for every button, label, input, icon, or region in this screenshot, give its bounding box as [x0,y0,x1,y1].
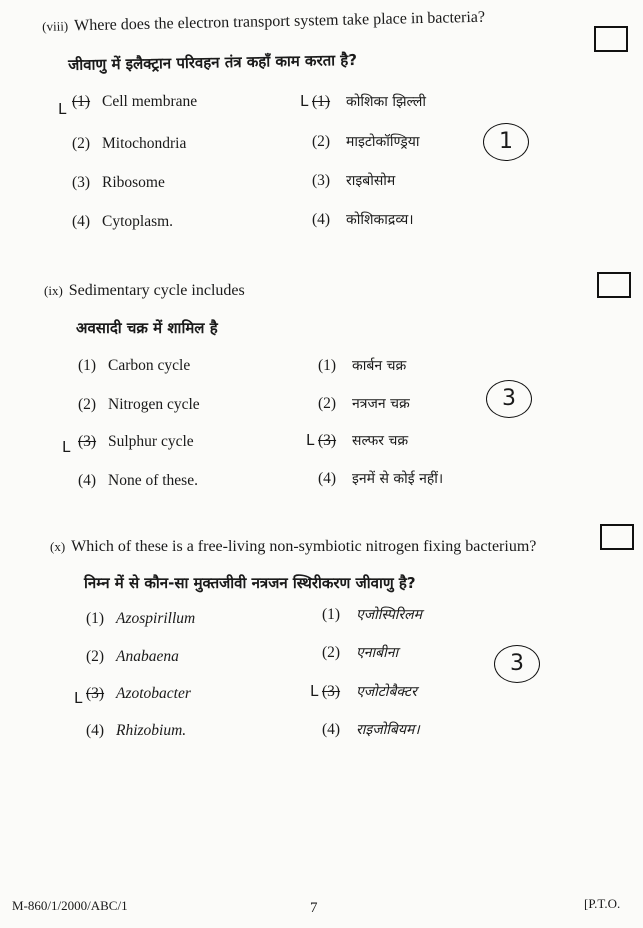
option-text: Cell membrane [102,93,198,110]
option-number: (1) [86,610,105,627]
option-number: (3) [72,174,91,191]
option-ix-3-en [78,433,194,451]
handwritten-answer-x: 3 [494,645,540,683]
option-text: राइजोबियम। [356,722,420,738]
option-number: (1) [318,357,337,374]
option-ix-1-hi [318,356,406,375]
option-text: एजोटोबैक्टर [356,684,417,700]
option-text: Ribosome [102,174,165,191]
option-x-2-en [86,648,179,666]
question-ix-hindi: अवसादी चक्र में शामिल है [76,319,218,337]
option-text: इनमें से कोई नहीं। [352,471,444,487]
question-x-text: Which of these is a free-living non-symbiotic nitrogen fixing bacterium? [71,538,537,555]
option-text: Rhizobium. [116,722,187,739]
option-number: (3) [322,683,341,700]
option-number: (3) [78,433,97,450]
option-x-4-hi [322,720,420,739]
option-number: (4) [312,211,331,228]
option-text: Mitochondria [102,135,187,152]
option-text: Azospirillum [116,610,196,627]
handwritten-answer-ix: 3 [486,380,532,418]
option-number: (2) [86,648,105,665]
option-text: माइटोकॉण्ड्रिया [346,134,420,150]
option-number: (2) [78,396,97,413]
question-viii-text: Where does the electron transport system take place in bacteria? [73,8,486,35]
option-ix-2-en [78,396,200,414]
option-number: (3) [86,685,105,702]
option-ix-4-hi [318,469,443,488]
option-viii-4-en [72,213,173,231]
tick-mark-viii-en: L [58,100,67,118]
option-text: Azotobacter [116,685,191,702]
option-x-4-en [86,722,186,740]
option-number: (1) [78,357,97,374]
option-number: (3) [318,432,337,449]
option-text: सल्फर चक्र [352,433,409,449]
option-text: कार्बन चक्र [352,358,407,374]
question-x-number: (x) [50,539,66,554]
answer-box-viii[interactable] [594,26,628,52]
question-x-hindi: निम्न में से कौन-सा मुक्तजीवी नत्रजन स्थिरीकरण जीवाणु है? [84,574,416,592]
option-x-1-en [86,610,195,628]
option-viii-3-en [72,174,165,192]
question-ix-english [44,282,245,300]
option-text: Sulphur cycle [108,433,194,450]
option-text: एनाबीना [356,645,399,661]
option-x-3-en [86,685,191,703]
option-ix-4-en [78,472,198,490]
option-ix-2-hi [318,394,410,413]
option-number: (1) [322,606,341,623]
tick-mark-ix-hi: L [306,431,315,449]
option-number: (1) [312,93,331,110]
question-x-english [50,538,536,556]
tick-mark-x-en: L [74,689,83,707]
option-viii-1-en [72,93,197,111]
option-number: (4) [78,472,97,489]
footer-code: M-860/1/2000/ABC/1 [12,898,128,913]
option-viii-1-hi [312,92,426,111]
option-text: कोशिकाद्रव्य। [346,212,414,228]
option-text: नत्रजन चक्र [352,396,410,412]
option-text: Anabaena [116,648,179,665]
option-text: एजोस्पिरिलम [356,607,422,623]
option-number: (2) [322,644,341,661]
question-viii-hindi: जीवाणु में इलैक्ट्रान परिवहन तंत्र कहाँ काम करता है? [68,50,358,74]
option-number: (2) [312,133,331,150]
option-viii-3-hi [312,171,395,190]
option-number: (4) [86,722,105,739]
option-text: कोशिका झिल्ली [346,94,426,110]
option-number: (4) [322,721,341,738]
option-number: (3) [312,172,331,189]
option-viii-2-en [72,135,186,153]
answer-box-ix[interactable] [597,272,631,298]
option-number: (2) [318,395,337,412]
option-x-3-hi [322,682,417,701]
option-text: Nitrogen cycle [108,396,200,413]
option-viii-4-hi [312,210,414,229]
question-viii-english [42,9,485,36]
question-ix-text: Sedimentary cycle includes [68,282,245,299]
option-text: Cytoplasm. [102,213,174,230]
option-text: Carbon cycle [108,357,191,374]
option-number: (1) [72,93,91,110]
tick-mark-ix-en: L [62,438,71,456]
option-text: None of these. [108,472,198,489]
tick-mark-viii-hi: L [300,92,309,110]
page-number: 7 [310,900,318,916]
option-number: (4) [318,470,337,487]
option-ix-1-en [78,357,190,375]
question-ix-number: (ix) [44,283,63,298]
option-number: (2) [72,135,91,152]
option-text: राइबोसोम [346,173,396,189]
tick-mark-x-hi: L [310,682,319,700]
question-viii-number: (viii) [42,18,69,34]
answer-box-x[interactable] [600,524,634,550]
option-number: (4) [72,213,91,230]
option-x-2-hi [322,643,398,662]
option-ix-3-hi [318,431,408,450]
handwritten-answer-viii: 1 [483,123,529,161]
pto-label: [P.T.O. [584,896,621,911]
option-x-1-hi [322,605,422,624]
option-viii-2-hi [312,132,419,151]
